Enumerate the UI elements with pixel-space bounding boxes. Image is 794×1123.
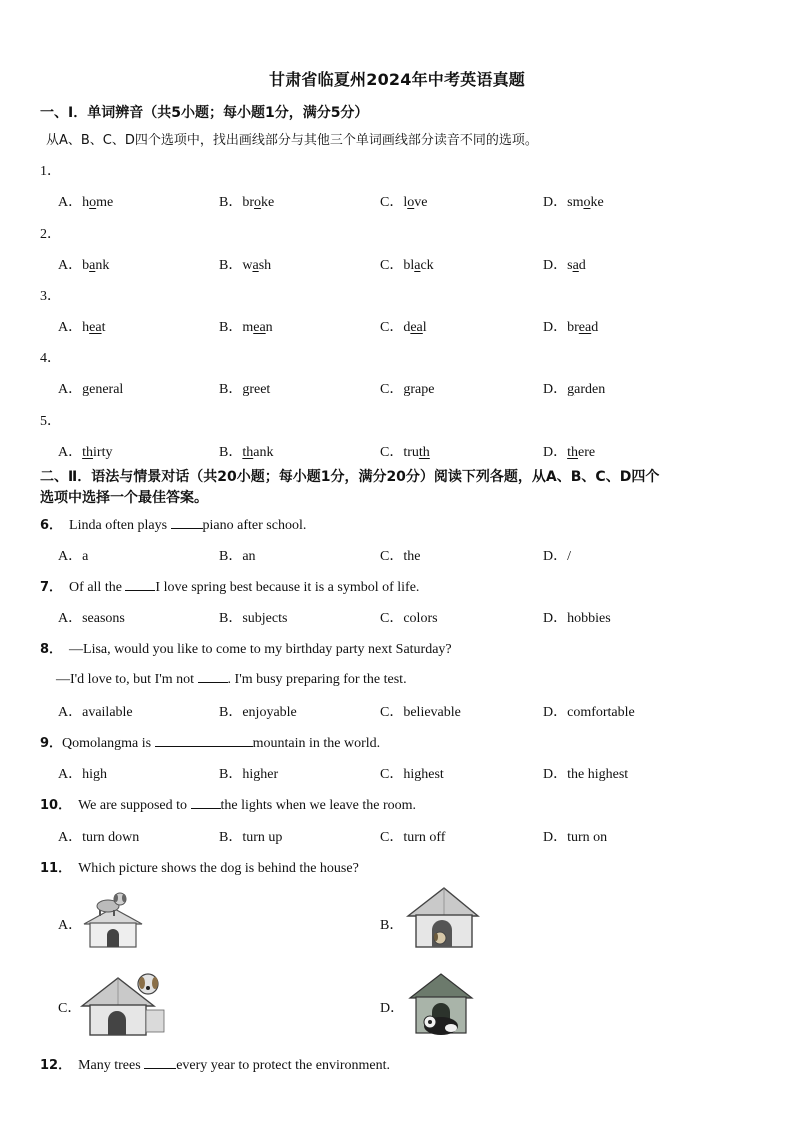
- option-d: D．turn on: [543, 830, 608, 845]
- option-d: D．hobbies: [543, 611, 611, 626]
- word-part: d: [578, 258, 586, 273]
- option-letter: C．: [380, 258, 404, 273]
- question-text: Of all the: [69, 580, 126, 595]
- underlined-letters: th: [242, 445, 254, 460]
- question-number: 3．: [40, 289, 61, 304]
- underlined-letters: g: [82, 382, 90, 397]
- option-c: [380, 254, 434, 274]
- option-letter: A．: [58, 382, 83, 397]
- word-part: br: [567, 320, 579, 335]
- question-text: the lights when we leave the room.: [220, 798, 417, 813]
- answer-blank: [125, 578, 155, 591]
- option-b: B．: [380, 918, 404, 933]
- question-text: Linda often plays: [69, 518, 171, 533]
- picture-dog-in-house: [404, 882, 482, 952]
- question-number: 12．: [40, 1058, 72, 1073]
- word-part: ve: [414, 195, 428, 210]
- option-d: [543, 378, 605, 398]
- option-c: [380, 191, 427, 211]
- option-d: D．the highest: [543, 767, 629, 782]
- picture-dog-on-house: [80, 890, 146, 950]
- option-letter: A．: [58, 320, 83, 335]
- option-a: A．turn down: [58, 830, 140, 845]
- option-b: B．higher: [219, 767, 279, 782]
- option-a: [58, 441, 112, 461]
- answer-blank: [191, 796, 221, 809]
- word-part: ke: [590, 195, 604, 210]
- question-text: . I'm busy preparing for the test.: [227, 672, 407, 687]
- option-letter: A．: [58, 445, 83, 460]
- question-text: Qomolangma is: [62, 736, 155, 751]
- page-title: 甘肃省临夏州2024年中考英语真题: [269, 70, 525, 89]
- underlined-letters: ea: [410, 320, 423, 335]
- option-letter: D．: [543, 382, 568, 397]
- option-d: [543, 254, 586, 274]
- section-2-header-line1: 二、Ⅱ．语法与情景对话（共20小题；每小题1分，满分20分）阅读下列各题，从A、B、C、D四个: [40, 469, 660, 485]
- option-letter: A．: [58, 195, 83, 210]
- question-text: We are supposed to: [78, 798, 191, 813]
- underlined-letters: ea: [253, 320, 266, 335]
- word-part: b: [82, 258, 90, 273]
- word-part: sh: [258, 258, 272, 273]
- underlined-letters: a: [252, 258, 259, 273]
- option-d: D．comfortable: [543, 705, 635, 720]
- word-part: ank: [253, 445, 274, 460]
- option-d: [543, 441, 595, 461]
- question-number: 5．: [40, 414, 61, 429]
- question-number: 7．: [40, 580, 63, 595]
- option-b: [219, 254, 271, 274]
- option-b: [219, 191, 274, 211]
- picture-dog-in-front-of-house: [406, 968, 476, 1040]
- question-text: —I'd love to, but I'm not: [56, 672, 198, 687]
- option-letter: A．: [58, 258, 83, 273]
- question-number: 1．: [40, 164, 61, 179]
- option-b: [219, 316, 273, 336]
- word-part: l: [422, 320, 427, 335]
- option-c: [380, 378, 434, 398]
- underlined-letters: a: [572, 258, 579, 273]
- underlined-letters: th: [82, 445, 94, 460]
- option-b: B．turn up: [219, 830, 283, 845]
- question-number: 6．: [40, 518, 63, 533]
- option-letter: B．: [219, 445, 243, 460]
- option-a: A．high: [58, 767, 107, 782]
- option-c: C．colors: [380, 611, 438, 626]
- underlined-letters: th: [418, 445, 430, 460]
- option-a: [58, 316, 105, 336]
- word-part: ere: [578, 445, 596, 460]
- word-part: ke: [261, 195, 275, 210]
- question-text: every year to protect the environment.: [176, 1058, 390, 1073]
- question-text: mountain in the world.: [252, 736, 381, 751]
- option-a: [58, 254, 109, 274]
- answer-blank: [144, 1056, 176, 1069]
- word-part: nk: [95, 258, 110, 273]
- word-part: d: [403, 320, 411, 335]
- question-number: 10．: [40, 798, 72, 813]
- option-letter: B．: [219, 195, 243, 210]
- option-c: C．the: [380, 549, 421, 564]
- underlined-letters: ea: [578, 320, 592, 335]
- question-text: —Lisa, would you like to come to my birthday party next Saturday?: [69, 642, 452, 657]
- question-10: [40, 794, 416, 814]
- underlined-letters: o: [254, 195, 262, 210]
- question-8: [40, 638, 452, 658]
- option-b: B．an: [219, 549, 256, 564]
- underlined-letters: o: [407, 195, 415, 210]
- option-letter: C．: [380, 320, 404, 335]
- section-2-header-line2: 选项中选择一个最佳答案。: [40, 490, 208, 506]
- question-9: [40, 732, 380, 752]
- option-a: [58, 191, 113, 211]
- question-12: [40, 1054, 390, 1074]
- option-d: [543, 191, 604, 211]
- underlined-letters: o: [583, 195, 591, 210]
- option-d: D．/: [543, 549, 571, 564]
- question-text: I love spring best because it is a symbol of life.: [155, 580, 420, 595]
- underlined-letters: a: [89, 258, 96, 273]
- word-part: arden: [574, 382, 606, 397]
- question-7: [40, 576, 419, 596]
- section-1-header: 一、Ⅰ．单词辨音（共5小题；每小题1分，满分5分）: [40, 105, 369, 121]
- word-part: br: [242, 195, 255, 210]
- question-number: 9．: [40, 736, 63, 751]
- answer-blank: [198, 670, 228, 683]
- question-11: [40, 857, 359, 877]
- option-c: C．: [58, 1001, 82, 1016]
- word-part: bl: [403, 258, 415, 273]
- option-a: [58, 378, 123, 398]
- option-c: C．believable: [380, 705, 461, 720]
- option-letter: B．: [219, 320, 243, 335]
- option-letter: D．: [543, 195, 568, 210]
- question-number: 2．: [40, 227, 61, 242]
- option-a: A．seasons: [58, 611, 125, 626]
- picture-dog-behind-house: [78, 970, 168, 1040]
- option-letter: D．: [543, 320, 568, 335]
- option-c: [380, 316, 427, 336]
- option-b: B．enjoyable: [219, 705, 297, 720]
- option-d: D．: [380, 1001, 405, 1016]
- question-number: 4．: [40, 351, 61, 366]
- answer-blank: [155, 734, 253, 747]
- underlined-letters: th: [567, 445, 579, 460]
- option-letter: C．: [380, 382, 404, 397]
- underlined-letters: g: [567, 382, 575, 397]
- word-part: irty: [93, 445, 113, 460]
- option-c: [380, 441, 430, 461]
- word-part: n: [265, 320, 273, 335]
- answer-blank: [171, 516, 203, 529]
- question-8-line2: [56, 670, 407, 688]
- underlined-letters: o: [89, 195, 97, 210]
- option-a: A．: [58, 918, 83, 933]
- word-part: tru: [403, 445, 419, 460]
- option-letter: C．: [380, 445, 404, 460]
- option-letter: D．: [543, 445, 568, 460]
- option-b: B．subjects: [219, 611, 288, 626]
- option-letter: D．: [543, 258, 568, 273]
- option-b: [219, 378, 270, 398]
- word-part: reet: [249, 382, 271, 397]
- question-text: piano after school.: [202, 518, 307, 533]
- word-part: d: [591, 320, 599, 335]
- option-a: A．available: [58, 705, 133, 720]
- word-part: eneral: [89, 382, 124, 397]
- word-part: sm: [567, 195, 584, 210]
- word-part: w: [242, 258, 253, 273]
- word-part: t: [101, 320, 106, 335]
- question-6: [40, 514, 306, 534]
- question-text: Many trees: [78, 1058, 145, 1073]
- underlined-letters: a: [414, 258, 421, 273]
- question-number: 11．: [40, 861, 72, 876]
- option-letter: C．: [380, 195, 404, 210]
- word-part: me: [96, 195, 114, 210]
- word-part: s: [567, 258, 573, 273]
- option-a: A．a: [58, 549, 89, 564]
- option-b: [219, 441, 273, 461]
- word-part: ck: [420, 258, 434, 273]
- underlined-letters: ea: [89, 320, 102, 335]
- option-letter: B．: [219, 382, 243, 397]
- option-d: [543, 316, 598, 336]
- word-part: m: [242, 320, 254, 335]
- question-text: Which picture shows the dog is behind the house?: [78, 861, 359, 876]
- word-part: l: [403, 195, 408, 210]
- option-letter: B．: [219, 258, 243, 273]
- word-part: h: [82, 320, 90, 335]
- underlined-letters: g: [242, 382, 250, 397]
- word-part: rape: [410, 382, 435, 397]
- option-c: C．highest: [380, 767, 444, 782]
- option-c: C．turn off: [380, 830, 446, 845]
- question-number: 8．: [40, 642, 63, 657]
- word-part: h: [82, 195, 90, 210]
- section-1-instruction: 从A、B、C、D四个选项中，找出画线部分与其他三个单词画线部分读音不同的选项。: [46, 133, 538, 148]
- underlined-letters: g: [403, 382, 411, 397]
